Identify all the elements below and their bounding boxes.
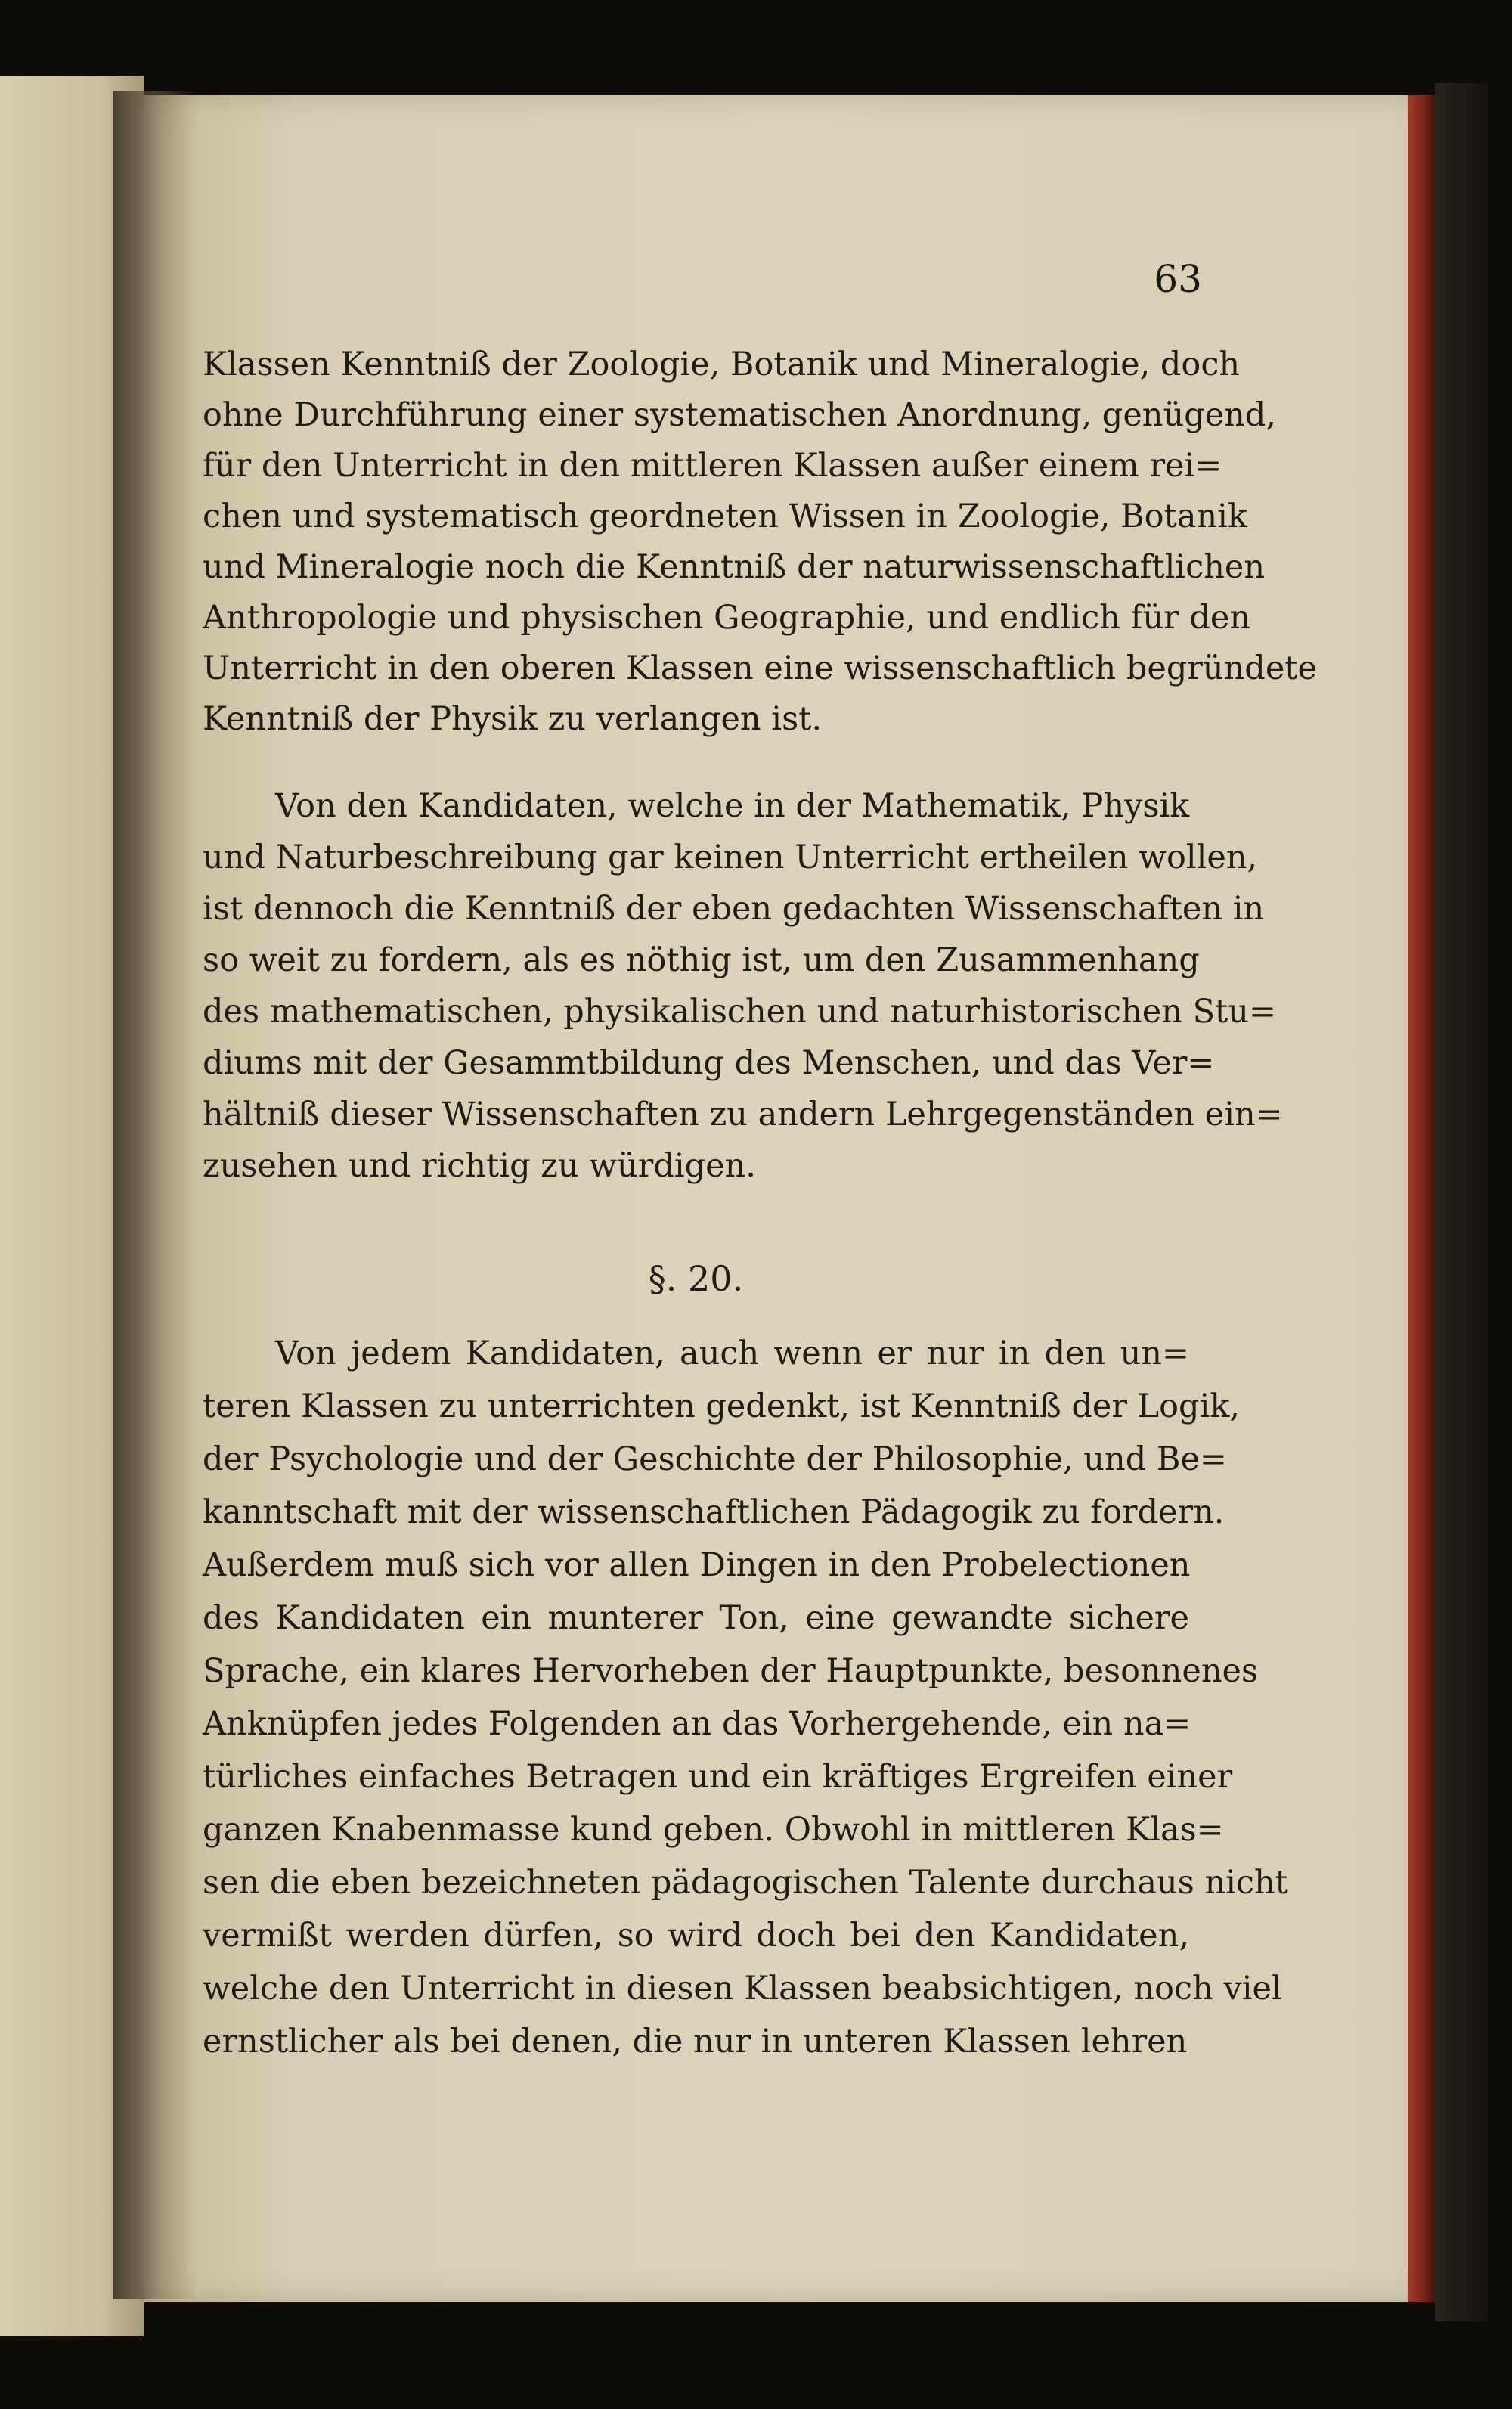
text-line: des Kandidaten ein munterer Ton, eine gewandte sichere xyxy=(203,1599,1189,1637)
page-number: 63 xyxy=(1154,257,1202,301)
text-line: diums mit der Gesammtbildung des Menschen, und das Ver= xyxy=(203,1044,1215,1082)
text-line: sen die eben bezeichneten pädagogischen Talente durchaus nicht xyxy=(203,1864,1288,1902)
text-line: Kenntniß der Physik zu verlangen ist. xyxy=(203,700,823,738)
text-line: kanntschaft mit der wissenschaftlichen Pädagogik zu fordern. xyxy=(203,1493,1225,1531)
text-line: teren Klassen zu unterrichten gedenkt, ist Kenntniß der Logik, xyxy=(203,1387,1241,1425)
text-line: Außerdem muß sich vor allen Dingen in den Probelectionen xyxy=(203,1546,1191,1584)
text-line: und Mineralogie noch die Kenntniß der naturwissenschaftlichen xyxy=(203,548,1266,586)
text-line: der Psychologie und der Geschichte der Philosophie, und Be= xyxy=(203,1440,1227,1478)
book-gutter-shadow xyxy=(113,91,197,2299)
text-line: so weit zu fordern, als es nöthig ist, um den Zusammenhang xyxy=(203,941,1200,979)
text-line: und Naturbeschreibung gar keinen Unterricht ertheilen wollen, xyxy=(203,839,1258,876)
text-line: zusehen und richtig zu würdigen. xyxy=(203,1147,756,1185)
text-line: Sprache, ein klares Hervorheben der Hauptpunkte, besonnenes xyxy=(203,1652,1259,1690)
text-line: ganzen Knabenmasse kund geben. Obwohl in mittleren Klas= xyxy=(203,1811,1224,1849)
text-line: Von den Kandidaten, welche in der Mathematik, Physik xyxy=(275,787,1190,825)
text-line: türliches einfaches Betragen und ein kräftiges Ergreifen einer xyxy=(203,1758,1233,1796)
text-line: des mathematischen, physikalischen und naturhistorischen Stu= xyxy=(203,993,1277,1031)
text-line: Von jedem Kandidaten, auch wenn er nur in den un= xyxy=(275,1335,1189,1372)
text-line: chen und systematisch geordneten Wissen in Zoologie, Botanik xyxy=(203,498,1247,535)
text-line: welche den Unterricht in diesen Klassen beabsichtigen, noch viel xyxy=(203,1970,1282,2008)
text-line: Anknüpfen jedes Folgenden an das Vorhergehende, ein na= xyxy=(203,1705,1191,1743)
text-line: ohne Durchführung einer systematischen Anordnung, genügend, xyxy=(203,396,1277,434)
text-line: Unterricht in den oberen Klassen eine wissenschaftlich begründete xyxy=(203,650,1317,687)
text-line: ernstlicher als bei denen, die nur in unteren Klassen lehren xyxy=(203,2023,1188,2060)
red-page-edge xyxy=(1408,95,1435,2302)
book-cover-edge xyxy=(1435,83,1488,2321)
text-line: für den Unterricht in den mittleren Klassen außer einem rei= xyxy=(203,447,1222,485)
text-line: ist dennoch die Kenntniß der eben gedachten Wissenschaften in xyxy=(203,890,1265,928)
section-heading: §. 20. xyxy=(648,1258,744,1299)
text-line: hältniß dieser Wissenschaften zu andern Lehrgegenständen ein= xyxy=(203,1096,1283,1133)
text-line: vermißt werden dürfen, so wird doch bei den Kandidaten, xyxy=(203,1917,1189,1955)
text-line: Klassen Kenntniß der Zoologie, Botanik und Mineralogie, doch xyxy=(203,346,1241,383)
text-line: Anthropologie und physischen Geographie, und endlich für den xyxy=(203,599,1251,637)
